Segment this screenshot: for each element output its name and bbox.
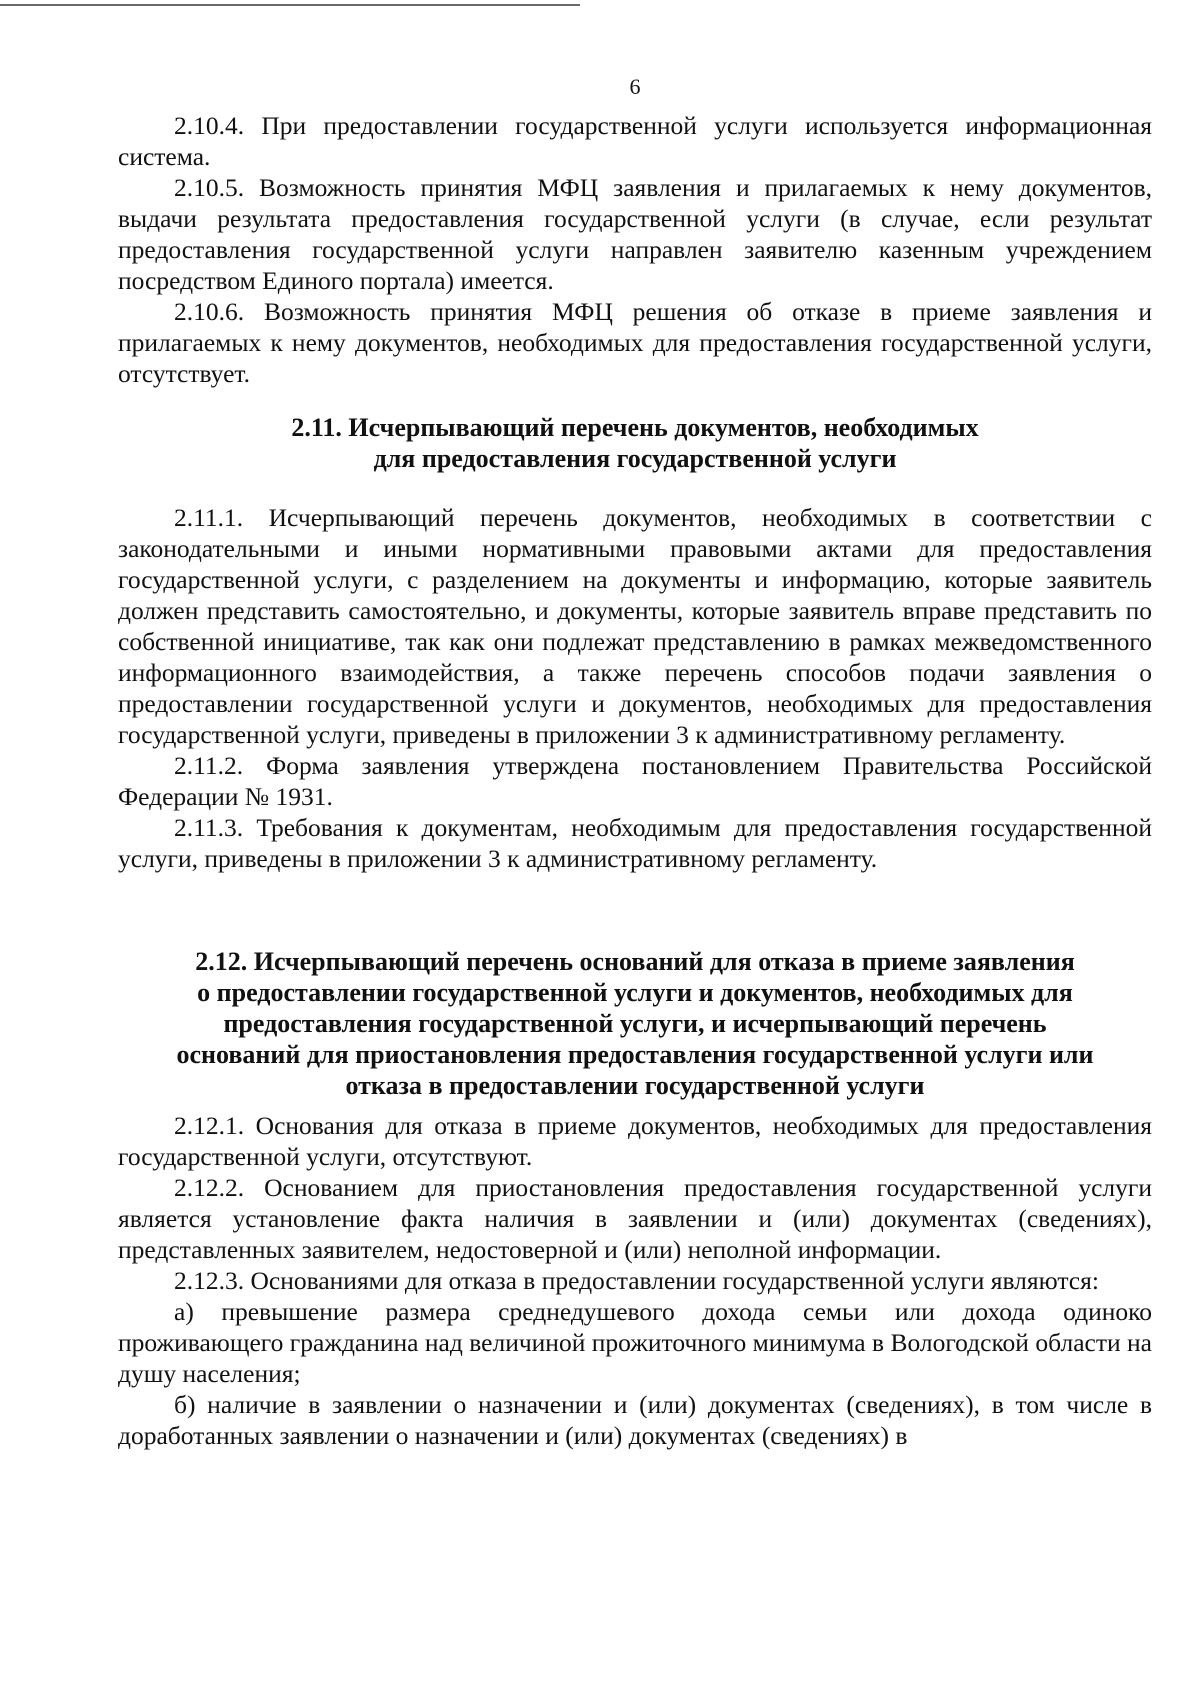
paragraph-2-11-2: 2.11.2. Форма заявления утверждена постановлением Правительства Российской Федерации № 1931. [118,751,1152,811]
list-item-a: а) превышение размера среднедушевого дохода семьи или дохода одиноко проживающего гражданина над величиной прожиточного минимума в Вологодской области на душу населения; [118,1297,1152,1388]
paragraph-2-10-5: 2.10.5. Возможность принятия МФЦ заявления и прилагаемых к нему документов, выдачи результата предоставления государственной услуги (в случае, если результат предоставления государственной услуги направлен заявителю казенным учреждением посредством Единого портала) имеется. [118,173,1152,295]
paragraph-2-10-6: 2.10.6. Возможность принятия МФЦ решения об отказе в приеме заявления и прилагаемых к нему документов, необходимых для предоставления государственной услуги, отсутствует. [118,297,1152,388]
heading-line: предоставления государственной услуги, и исчерпывающий перечень [223,1009,1047,1038]
section-2-12-paragraphs [118,1110,1152,1451]
paragraph-2-12-3: 2.12.3. Основаниями для отказа в предоставлении государственной услуги являются: [174,1266,1099,1295]
list-item-b: б) наличие в заявлении о назначении и (или) документах (сведениях), в том числе в доработанных заявлении о назначении и (или) документах (сведениях) в [118,1390,1152,1450]
scan-edge-line [0,4,580,6]
section-2-12-heading-block [118,946,1152,1101]
section-2-11-heading-block [118,412,1152,474]
heading-line: отказа в предоставлении государственной услуги [345,1071,925,1100]
heading-line: о предоставлении государственной услуги и документов, необходимых для [197,978,1073,1007]
section-2-12-heading [118,946,1152,1101]
heading-line: 2.11. Исчерпывающий перечень документов, необходимых [291,413,979,442]
section-2-11-heading [118,412,1152,474]
section-2-10-paragraphs [118,110,1152,389]
heading-line: оснований для приостановления предоставления государственной услуги или [176,1040,1094,1069]
paragraph-2-12-2: 2.12.2. Основанием для приостановления предоставления государственной услуги является установление факта наличия в заявлении и (или) документах (сведениях), представленных заявителем, недостоверной и (или) неполной информации. [118,1173,1152,1264]
page-number: 6 [629,74,641,99]
heading-line: для предоставления государственной услуги [373,444,897,473]
paragraph-2-10-4: 2.10.4. При предоставлении государственной услуги используется информационная система. [118,111,1152,171]
paragraph-2-11-1: 2.11.1. Исчерпывающий перечень документов, необходимых в соответствии с законодательными и иными нормативными правовыми актами для предоставления государственной услуги, с разделением на документы и информацию, которые заявитель должен представить самостоятельно, и документы, которые заявитель вправе представить по собственной инициативе, так как они подлежат представлению в рамках межведомственного информационного взаимодействия, а также перечень способов подачи заявления о предоставлении государственной услуги и документов, необходимых для предоставления государственной услуги, приведены в приложении 3 к административному регламенту. [118,503,1152,749]
heading-line: 2.12. Исчерпывающий перечень оснований для отказа в приеме заявления [195,947,1075,976]
paragraph-2-11-3: 2.11.3. Требования к документам, необходимым для предоставления государственной услуги, приведены в приложении 3 к административному регламенту. [118,813,1152,873]
paragraph-2-12-1: 2.12.1. Основания для отказа в приеме документов, необходимых для предоставления государственной услуги, отсутствуют. [118,1111,1152,1171]
section-2-11-paragraphs [118,502,1152,874]
